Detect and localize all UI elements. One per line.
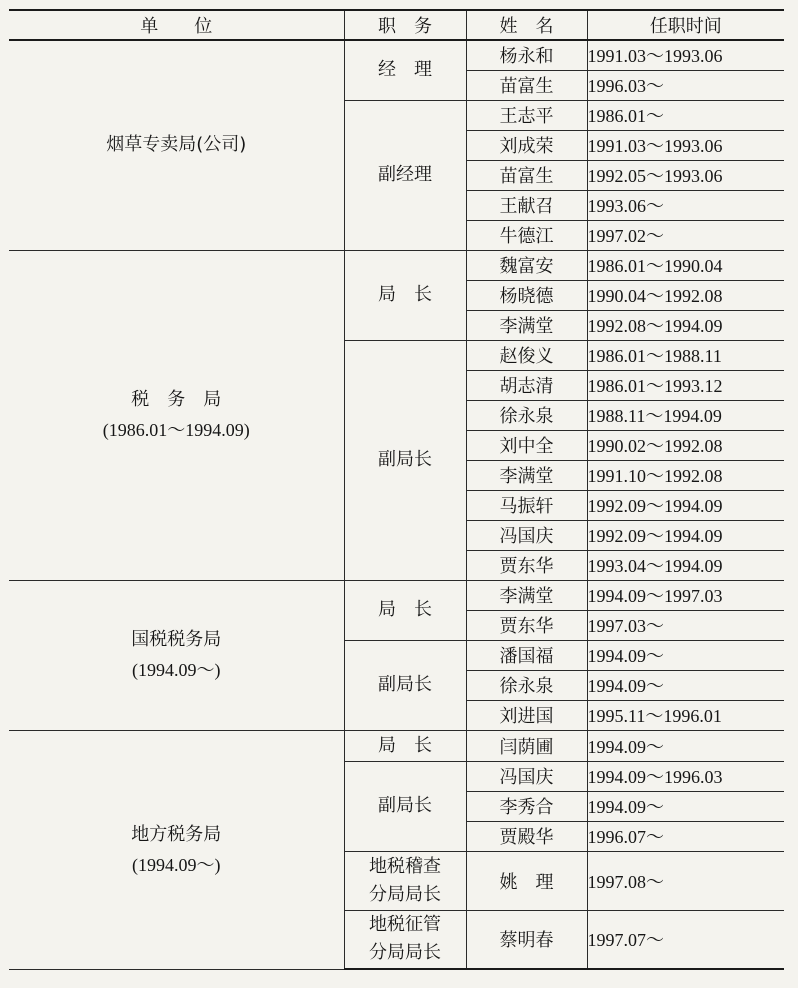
person-name: 刘中全 xyxy=(466,430,587,460)
officials-roster-table xyxy=(9,9,784,970)
position-cell xyxy=(344,851,466,910)
position-cell: 副局长 xyxy=(344,640,466,730)
unit-period: (1986.01～1994.09) xyxy=(102,420,250,440)
term-dates: 1996.03～ xyxy=(587,70,784,100)
position-cell: 副局长 xyxy=(344,340,466,580)
position-line: 分局局长 xyxy=(369,883,441,905)
position-cell: 经 理 xyxy=(344,40,466,100)
person-name: 李满堂 xyxy=(466,460,587,490)
unit-period: (1994.09～) xyxy=(132,854,221,875)
person-name: 冯国庆 xyxy=(466,761,587,791)
term-dates: 1991.03～1993.06 xyxy=(587,40,784,70)
position-line: 地税稽查 xyxy=(369,855,441,877)
person-name: 姚 理 xyxy=(466,851,587,910)
position-cell: 副局长 xyxy=(344,761,466,851)
term-dates: 1990.04～1992.08 xyxy=(587,280,784,310)
unit-cell xyxy=(9,40,344,250)
header-term: 任职时间 xyxy=(587,10,784,40)
position-line: 分局局长 xyxy=(369,942,441,964)
term-dates: 1997.02～ xyxy=(587,220,784,250)
unit-period: (1994.09～) xyxy=(132,660,221,680)
position-cell: 副经理 xyxy=(344,100,466,250)
term-dates: 1992.08～1994.09 xyxy=(587,310,784,340)
person-name: 赵俊义 xyxy=(466,340,587,370)
term-dates: 1994.09～ xyxy=(587,670,784,700)
position-cell: 局 长 xyxy=(344,580,466,640)
person-name: 贾东华 xyxy=(466,550,587,580)
position-cell: 局 长 xyxy=(344,730,466,761)
person-name: 牛德江 xyxy=(466,220,587,250)
term-dates: 1991.10～1992.08 xyxy=(587,460,784,490)
person-name: 刘成荣 xyxy=(466,130,587,160)
person-name: 马振轩 xyxy=(466,490,587,520)
table-row xyxy=(9,580,784,610)
term-dates: 1986.01～1990.04 xyxy=(587,250,784,280)
term-dates: 1992.09～1994.09 xyxy=(587,490,784,520)
term-dates: 1994.09～ xyxy=(587,791,784,821)
term-dates: 1992.05～1993.06 xyxy=(587,160,784,190)
table-row xyxy=(9,250,784,280)
term-dates: 1994.09～ xyxy=(587,730,784,761)
term-dates: 1986.01～ xyxy=(587,100,784,130)
person-name: 徐永泉 xyxy=(466,670,587,700)
header-position: 职 务 xyxy=(344,10,466,40)
term-dates: 1994.09～1996.03 xyxy=(587,761,784,791)
term-dates: 1997.07～ xyxy=(587,910,784,969)
term-dates: 1994.09～ xyxy=(587,640,784,670)
position-line: 地税征管 xyxy=(369,914,441,936)
person-name: 贾东华 xyxy=(466,610,587,640)
term-dates: 1990.02～1992.08 xyxy=(587,430,784,460)
person-name: 杨永和 xyxy=(466,40,587,70)
person-name: 徐永泉 xyxy=(466,400,587,430)
person-name: 李秀合 xyxy=(466,791,587,821)
header-unit: 单 位 xyxy=(9,10,344,40)
person-name: 胡志清 xyxy=(466,370,587,400)
person-name: 蔡明春 xyxy=(466,910,587,969)
term-dates: 1992.09～1994.09 xyxy=(587,520,784,550)
unit-name: 烟草专卖局(公司) xyxy=(106,134,247,156)
term-dates: 1995.11～1996.01 xyxy=(587,700,784,730)
person-name: 闫荫圃 xyxy=(466,730,587,761)
position-cell: 局 长 xyxy=(344,250,466,340)
table-row xyxy=(9,730,784,761)
person-name: 王志平 xyxy=(466,100,587,130)
unit-name: 国税税务局 xyxy=(131,629,222,650)
unit-name: 税 务 局 xyxy=(131,389,222,410)
term-dates: 1986.01～1993.12 xyxy=(587,370,784,400)
header-row xyxy=(9,10,784,40)
term-dates: 1986.01～1988.11 xyxy=(587,340,784,370)
person-name: 苗富生 xyxy=(466,70,587,100)
unit-cell xyxy=(9,250,344,580)
term-dates: 1997.03～ xyxy=(587,610,784,640)
position-cell xyxy=(344,910,466,969)
unit-cell xyxy=(9,730,344,969)
unit-name: 地方税务局 xyxy=(131,823,222,845)
person-name: 潘国福 xyxy=(466,640,587,670)
person-name: 李满堂 xyxy=(466,310,587,340)
person-name: 刘进国 xyxy=(466,700,587,730)
person-name: 李满堂 xyxy=(466,580,587,610)
person-name: 苗富生 xyxy=(466,160,587,190)
term-dates: 1993.04～1994.09 xyxy=(587,550,784,580)
term-dates: 1993.06～ xyxy=(587,190,784,220)
table-row xyxy=(9,40,784,70)
term-dates: 1997.08～ xyxy=(587,851,784,910)
term-dates: 1988.11～1994.09 xyxy=(587,400,784,430)
term-dates: 1991.03～1993.06 xyxy=(587,130,784,160)
term-dates: 1996.07～ xyxy=(587,821,784,851)
roster-body xyxy=(9,40,784,969)
unit-cell xyxy=(9,580,344,730)
person-name: 魏富安 xyxy=(466,250,587,280)
term-dates: 1994.09～1997.03 xyxy=(587,580,784,610)
person-name: 冯国庆 xyxy=(466,520,587,550)
person-name: 王献召 xyxy=(466,190,587,220)
person-name: 杨晓德 xyxy=(466,280,587,310)
person-name: 贾殿华 xyxy=(466,821,587,851)
header-name: 姓 名 xyxy=(466,10,587,40)
